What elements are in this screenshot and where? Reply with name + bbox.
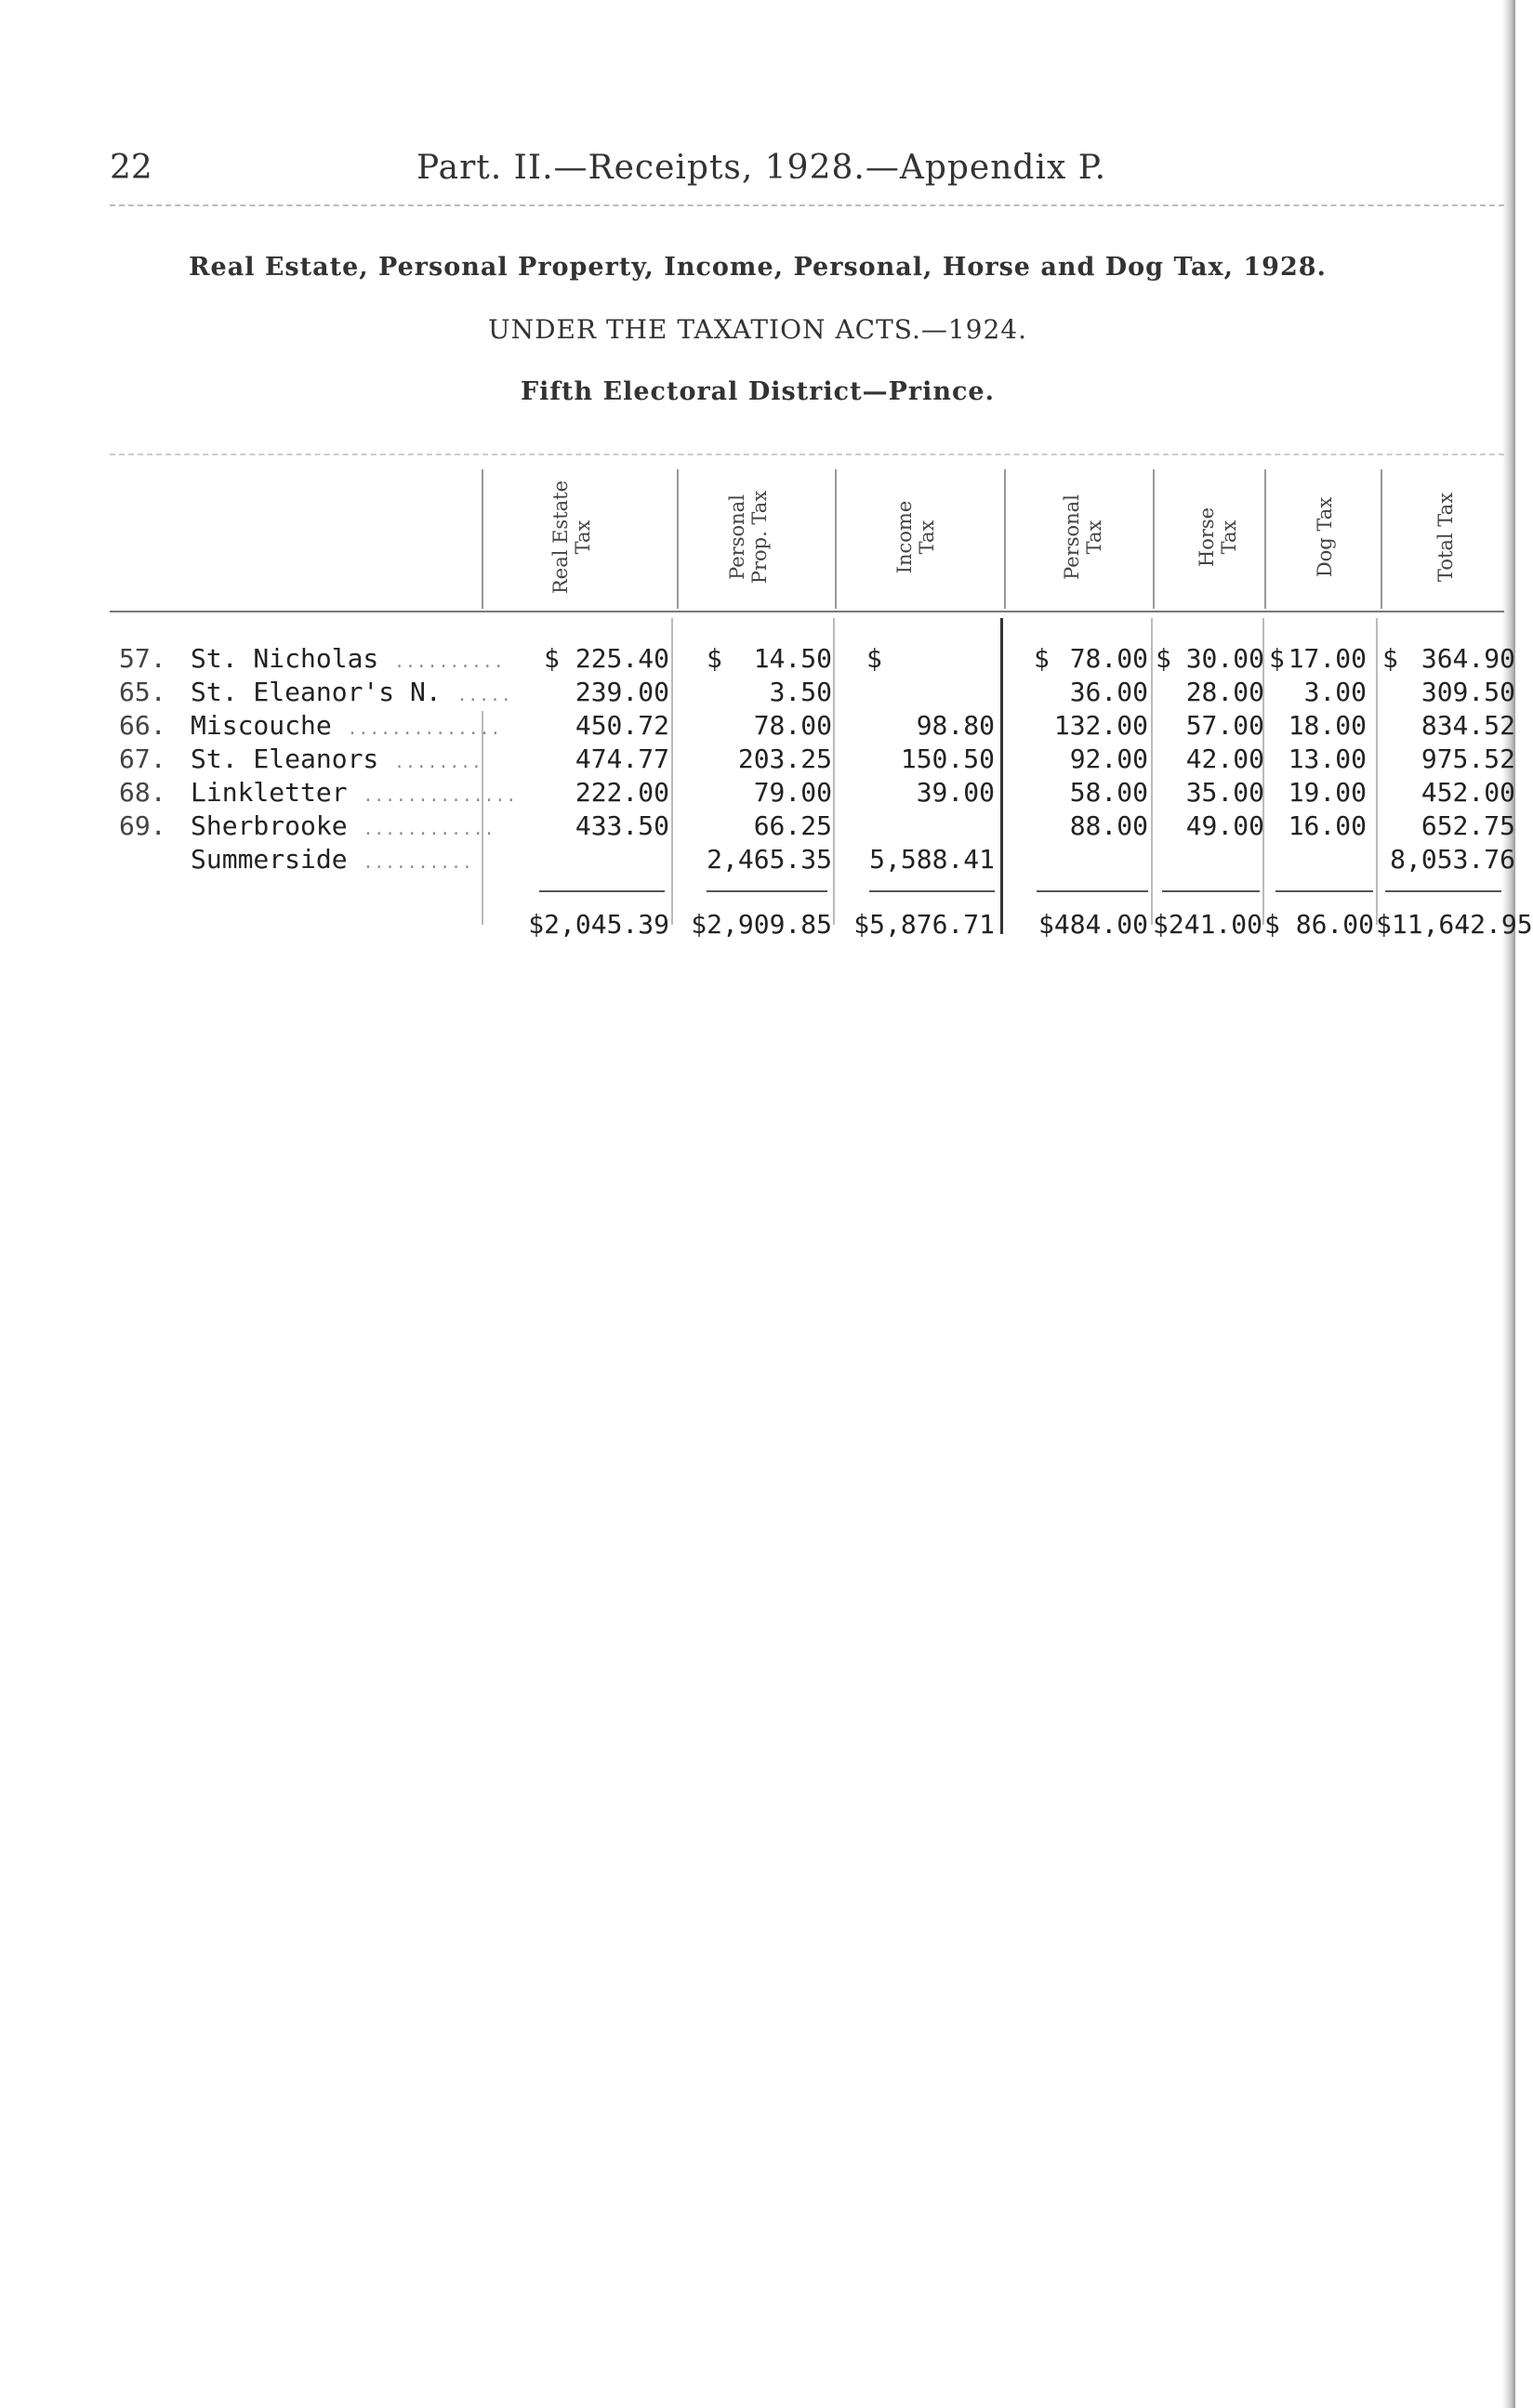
horse-value: 35.00 [1185,777,1264,808]
personal-value: 92.00 [1069,743,1148,774]
income-value: 5,588.41 [869,844,995,875]
grand-total: $11,642.95 [1376,909,1533,940]
sum-rule [539,890,665,892]
totals-row [0,909,1533,942]
personal-prop-value: 2,465.35 [707,844,832,875]
real-estate-value: 433.50 [575,810,669,841]
horse-value: 30.00 [1185,643,1264,674]
table-subtitle: UNDER THE TAXATION ACTS.—1924. [487,314,1028,345]
header-divider [677,469,679,609]
col-header-horse: Horse Tax [1196,507,1240,567]
row-number: 67. [119,743,166,774]
personal-total: $484.00 [1037,909,1148,940]
personal-prop-value: 79.00 [753,777,832,808]
sum-rule [1162,890,1260,892]
dollar-sign: $ [1156,643,1171,674]
real-estate-value: 222.00 [575,777,669,808]
row-number: 57. [119,643,166,674]
table-title: Real Estate, Personal Property, Income, Personal, Horse and Dog Tax, 1928. [189,253,1327,282]
income-value: 39.00 [916,777,995,808]
sum-rule [1037,890,1148,892]
district-name: St. Eleanors ........ [191,743,482,774]
real-estate-value: 225.40 [575,643,669,674]
col-header-personal: Personal Tax [1061,493,1105,580]
personal-prop-value: 203.25 [737,743,832,774]
page-header [110,149,1448,195]
header-divider [835,469,837,609]
header-divider [1264,469,1266,609]
horse-total: $241.00 [1153,909,1263,940]
dog-value: 19.00 [1288,777,1367,808]
district-name: Linkletter .............. [191,777,518,808]
page-number: 22 [110,149,152,187]
total-value: 834.52 [1421,710,1515,741]
table-row [0,743,1515,777]
dollar-sign: $ [866,643,882,674]
table-row [0,710,1515,743]
row-number: 65. [119,677,166,707]
scan-edge-shadow [1502,0,1515,2408]
total-value: 364.90 [1421,643,1515,674]
table-row [0,777,1515,810]
total-value: 975.52 [1421,743,1515,774]
personal-value: 132.00 [1053,710,1148,741]
col-header-dog: Dog Tax [1314,496,1336,577]
district-heading: Fifth Electoral District—Prince. [520,377,996,406]
dog-value: 3.00 [1303,677,1367,707]
real-estate-value: 239.00 [575,677,669,707]
district-name: Miscouche .............. [191,710,502,741]
personal-prop-value: 3.50 [769,677,832,707]
horse-value: 49.00 [1185,810,1264,841]
district-name: Summerside .......... [191,844,473,875]
header-bottom-rule [110,611,1504,612]
personal-prop-value: 14.50 [753,643,832,674]
horse-value: 28.00 [1185,677,1264,707]
income-value: 150.50 [900,743,995,774]
running-title: Part. II.—Receipts, 1928.—Appendix P. [416,149,1107,187]
personal-value: 36.00 [1069,677,1148,707]
table-row [0,643,1515,677]
income-total: $5,876.71 [853,909,995,940]
real-estate-total: $2,045.39 [528,909,669,940]
row-number: 69. [119,810,166,841]
col-header-income: Income Tax [893,500,938,573]
dog-value: 13.00 [1288,743,1367,774]
col-header-total: Total Tax [1434,492,1457,582]
personal-prop-total: $2,909.85 [691,909,832,940]
sum-rule [1275,890,1373,892]
header-divider [1381,469,1382,609]
income-value: 98.80 [916,710,995,741]
real-estate-value: 474.77 [575,743,669,774]
col-header-real-estate: Real Estate Tax [549,480,594,594]
horse-value: 42.00 [1185,743,1264,774]
total-value: 309.50 [1421,677,1515,707]
dollar-sign: $ [707,643,722,674]
total-value: 652.75 [1421,810,1515,841]
horse-value: 57.00 [1185,710,1264,741]
total-value: 452.00 [1421,777,1515,808]
row-number: 66. [119,710,166,741]
district-name: St. Nicholas .......... [191,643,505,674]
table-top-rule [110,454,1504,455]
dog-value: 18.00 [1288,710,1367,741]
district-name: St. Eleanor's N. ..... [191,677,512,707]
col-header-personal-prop: Personal Prop. Tax [726,490,771,584]
header-divider [1004,469,1006,609]
personal-prop-value: 78.00 [753,710,832,741]
table-row [0,810,1515,844]
sum-rule [869,890,995,892]
total-value: 8,053.76 [1390,844,1515,875]
dollar-sign: $ [1269,643,1285,674]
district-name: Sherbrooke ............ [191,810,496,841]
header-divider [1153,469,1155,609]
sum-rule [707,890,827,892]
header-divider [482,469,483,609]
row-number: 68. [119,777,166,808]
dog-total: $ 86.00 [1264,909,1375,940]
dollar-sign: $ [1382,643,1398,674]
dollar-sign: $ [544,643,560,674]
personal-prop-value: 66.25 [753,810,832,841]
personal-value: 78.00 [1069,643,1148,674]
real-estate-value: 450.72 [575,710,669,741]
dollar-sign: $ [1034,643,1050,674]
personal-value: 58.00 [1069,777,1148,808]
table-row [0,677,1515,710]
dog-value: 16.00 [1288,810,1367,841]
table-row [0,844,1515,877]
sum-rule [1385,890,1501,892]
dog-value: 17.00 [1288,643,1367,674]
header-rule [110,204,1504,206]
personal-value: 88.00 [1069,810,1148,841]
